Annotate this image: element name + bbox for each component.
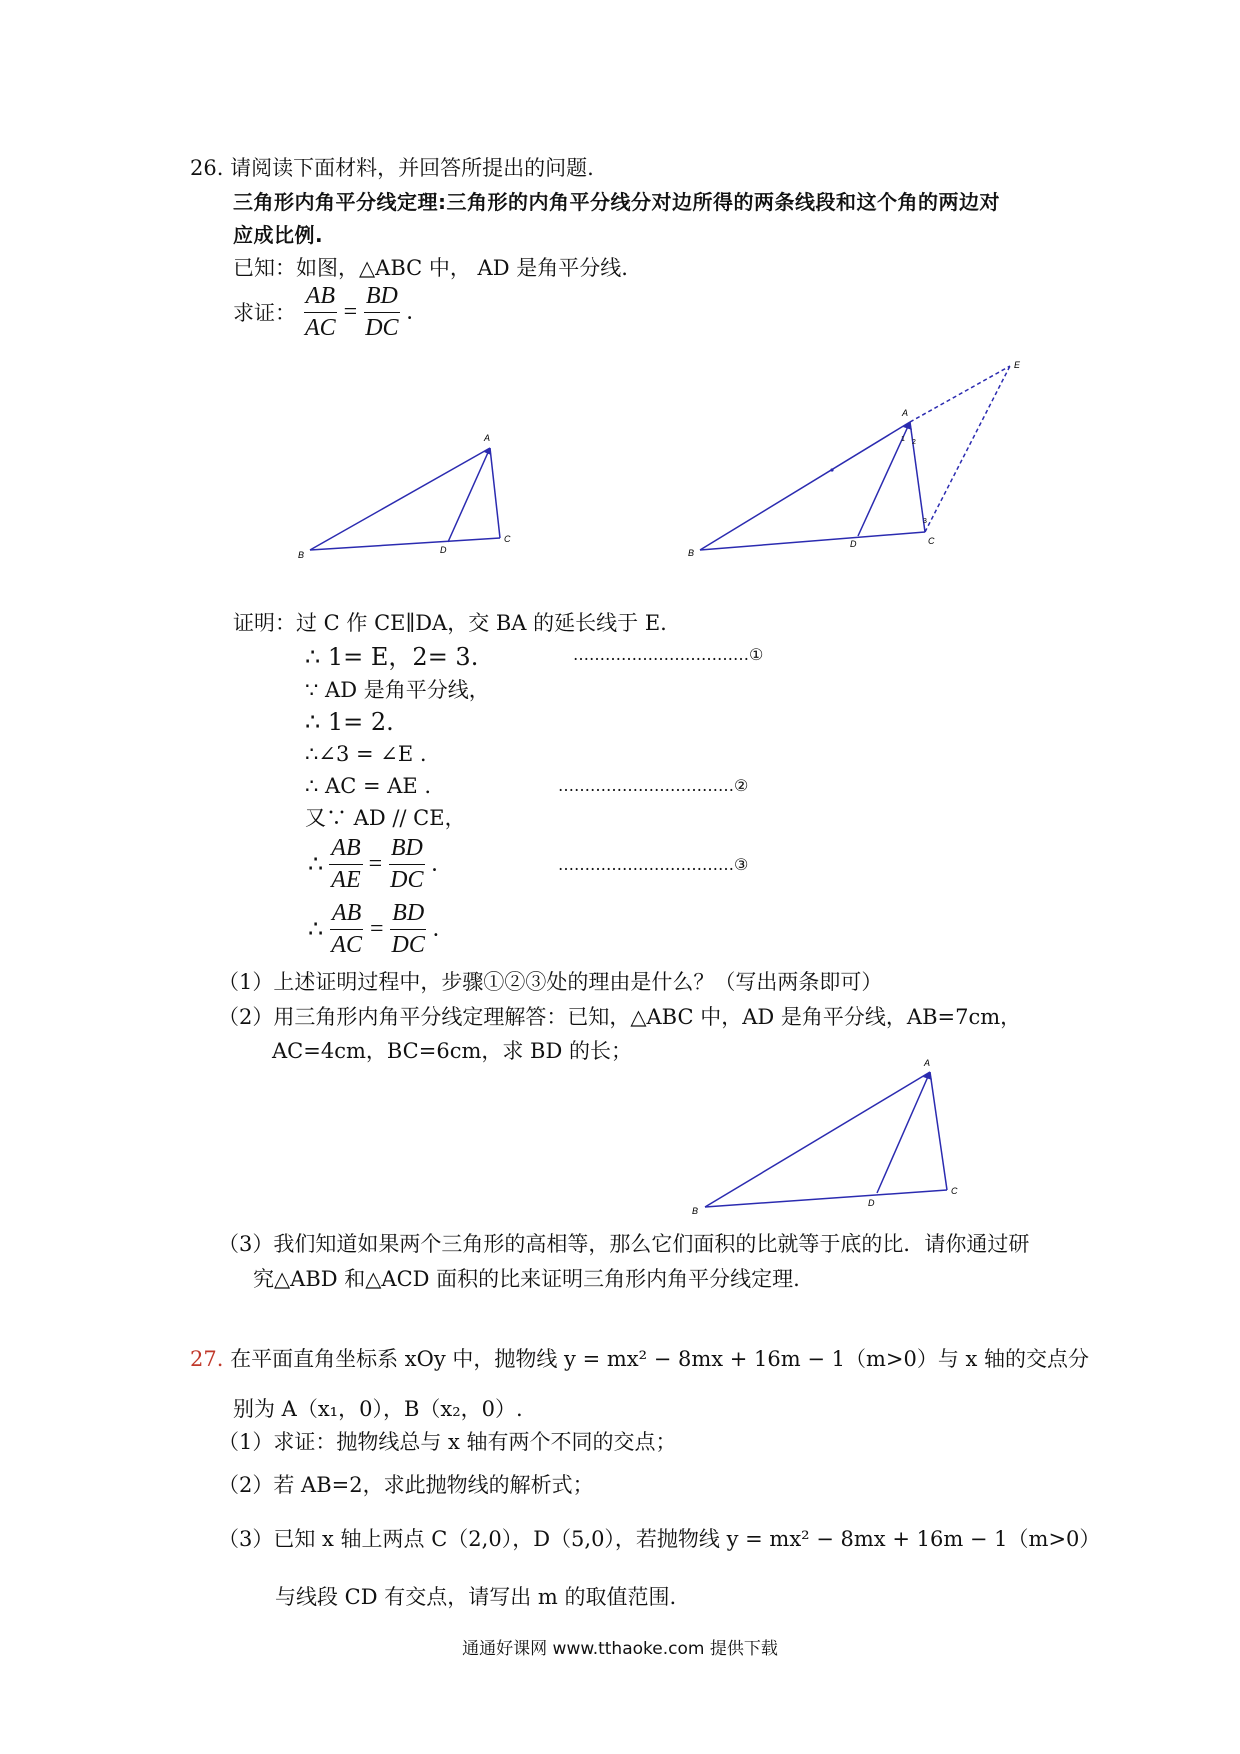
q27-sub2: （2）若 AB=2，求此抛物线的解析式； bbox=[218, 1473, 594, 1497]
fig2-angle-2: 2 bbox=[912, 439, 916, 446]
q26-sub1: （1）上述证明过程中，步骤①②③处的理由是什么？（写出两条即可） bbox=[218, 970, 883, 994]
proof-step3: ∴ 1= 2. bbox=[305, 708, 394, 736]
fig1-label-A: A bbox=[484, 433, 491, 443]
fig3-label-D: D bbox=[868, 1198, 875, 1208]
fig1-label-D: D bbox=[440, 545, 447, 555]
figure-triangle-1 bbox=[290, 425, 530, 560]
figure-triangle-2 bbox=[680, 356, 1050, 561]
fig1-label-B: B bbox=[298, 550, 305, 560]
proof-step7-mark: ……………………………③ bbox=[558, 855, 749, 874]
q27-sub3-line2: 与线段 CD 有交点，请写出 m 的取值范围. bbox=[275, 1585, 677, 1609]
fig2-label-A: A bbox=[902, 408, 909, 418]
q26-sub3-line2: 究△ABD 和△ACD 面积的比来证明三角形内角平分线定理. bbox=[253, 1267, 800, 1291]
theorem-line1: 三角形内角平分线定理:三角形的内角平分线分对边所得的两条线段和这个角的两边对 bbox=[233, 190, 1000, 214]
footer: 通通好课网 www.tthaoke.com 提供下载 bbox=[462, 1639, 778, 1659]
prove-label: 求证： bbox=[233, 301, 296, 325]
q27-sub1: （1）求证：抛物线总与 x 轴有两个不同的交点； bbox=[218, 1430, 677, 1454]
q27-number: 27. bbox=[190, 1347, 224, 1371]
q27-line2: 别为 A（x₁，0），B（x₂，0）. bbox=[233, 1397, 523, 1421]
proof-step6: 又∵ AD // CE， bbox=[305, 806, 466, 830]
fig3-label-A: A bbox=[924, 1058, 931, 1068]
fig2-label-C: C bbox=[928, 536, 935, 546]
q26-intro: 26. 请阅读下面材料，并回答所提出的问题. bbox=[190, 156, 594, 180]
proof-step4: ∴∠3 = ∠E . bbox=[305, 742, 427, 766]
fig2-label-B: B bbox=[688, 548, 695, 558]
fig1-label-C: C bbox=[504, 534, 511, 544]
theorem-line2: 应成比例. bbox=[233, 223, 324, 247]
fig2-label-E: E bbox=[1014, 360, 1021, 370]
proof-step2: ∵ AD 是角平分线， bbox=[305, 678, 490, 702]
q26-sub2-line1: （2）用三角形内角平分线定理解答：已知，△ABC 中，AD 是角平分线，AB=7cm， bbox=[218, 1005, 1022, 1029]
q27-line1: 27. 在平面直角坐标系 xOy 中，抛物线 y = mx² − 8mx + 16m − 1（m>0）与 x 轴的交点分 bbox=[190, 1347, 1090, 1371]
q26-sub2-line2: AC=4cm，BC=6cm，求 BD 的长； bbox=[272, 1039, 633, 1063]
proof-step8: ∴ $\frac{AB}{AC}$ = $\frac{BD}{DC}$ . bbox=[308, 900, 439, 958]
fig2-label-D: D bbox=[850, 539, 857, 549]
proof-step1-mark: ……………………………① bbox=[573, 645, 764, 664]
proof-step1: ∴ 1= E，2= 3. bbox=[305, 643, 479, 671]
q27-sub3-line1: （3）已知 x 轴上两点 C（2,0），D（5,0），若抛物线 y = mx² − 8mx + 16m − 1（m>0） bbox=[218, 1527, 1101, 1551]
proof-step5-mark: ……………………………② bbox=[558, 776, 749, 795]
prove-fraction: $\frac{AB}{AC}$ = $\frac{BD}{DC}$ . bbox=[305, 283, 413, 341]
proof-step5: ∴ AC = AE . bbox=[305, 774, 432, 798]
q26-number: 26. bbox=[190, 156, 224, 180]
q26-sub3-line1: （3）我们知道如果两个三角形的高相等，那么它们面积的比就等于底的比．请你通过研 bbox=[218, 1232, 1030, 1256]
fig2-angle-1: 1 bbox=[901, 436, 905, 443]
proof-step7: ∴ $\frac{AB}{AE}$ = $\frac{BD}{DC}$ . bbox=[308, 835, 438, 893]
proof-intro: 证明：过 C 作 CE∥DA，交 BA 的延长线于 E. bbox=[233, 611, 667, 635]
given-text: 已知：如图，△ABC 中， AD 是角平分线. bbox=[233, 256, 628, 280]
fig2-angle-3: 3 bbox=[923, 518, 927, 525]
fig3-label-B: B bbox=[692, 1206, 699, 1216]
figure-triangle-3 bbox=[680, 1052, 980, 1222]
fig3-label-C: C bbox=[951, 1186, 958, 1196]
